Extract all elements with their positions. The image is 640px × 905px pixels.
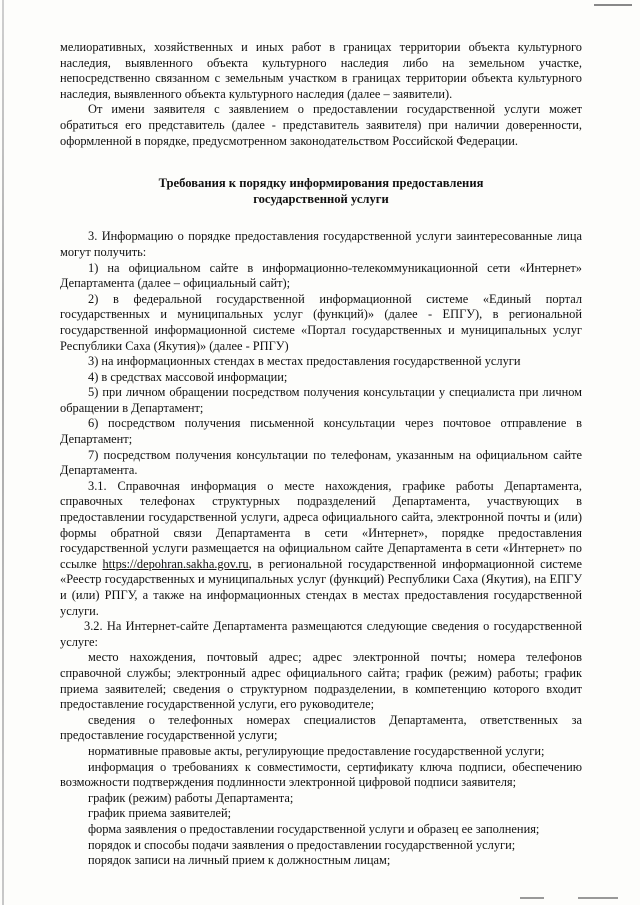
list-item: порядок и способы подачи заявления о предоставлении государственной услуги;: [88, 837, 516, 852]
scan-bottom-mark: [520, 897, 544, 899]
paragraph: 3.2. На Интернет-сайте Департамента размещаются следующие сведения о государственной услуге:: [60, 619, 582, 649]
department-website-link[interactable]: https://depohran.sakha.gov.ru: [102, 556, 249, 571]
list-item: 6) посредством получения письменной консультации через почтовое отправление в Департамент;: [60, 416, 582, 447]
list-item: график приема заявителей;: [88, 806, 232, 821]
section-title-line: Требования к порядку информирования предоставления: [158, 176, 484, 191]
paragraph: От имени заявителя с заявлением о предоставлении государственной услуги может обратиться его представитель (далее - представитель заявителя) при наличии доверенности, оформленной в порядке, предусмотренном законодательством Российской Федерации.: [60, 102, 582, 148]
list-item: форма заявления о предоставлении государственной услуги и образец ее заполнения;: [88, 821, 540, 836]
paragraph-text: 3.1. Справочная информация о месте нахождения, графике работы Департамента, справочных телефонах структурных подразделений Департамента, участвующих в предоставлении государственной услуги, адреса официального сайта, электронной почты и (или) формы обратной связи Департамента в сети «Интернет», порядке предоставления государственной услуги размещается на официальном сайте Департамента в сети «Интернет» по ссылке: [60, 478, 582, 571]
document-page: [60, 40, 582, 869]
list-item: 4) в средствах массовой информации;: [88, 369, 288, 384]
list-item: сведения о телефонных номерах специалистов Департамента, ответственных за предоставление государственной услуги;: [60, 712, 582, 743]
list-item: 7) посредством получения консультации по телефонам, указанным на официальном сайте Департамента.: [60, 447, 582, 478]
paragraph: мелиоративных, хозяйственных и иных работ в границах территории объекта культурного наследия, выявленного объекта культурного наследия либо на земельном участке, непосредственно связанном с земельным участком в границах территории объекта культурного наследия, выявленного объекта культурного наследия (далее – заявители).: [60, 40, 582, 101]
paragraph-3-1: [60, 479, 582, 619]
section-title-line: государственной услуги: [253, 191, 389, 206]
section-title: [60, 176, 582, 207]
scan-bottom-mark: [578, 897, 618, 899]
list-item: 1) на официальном сайте в информационно-телекоммуникационной сети «Интернет» Департамента (далее – официальный сайт);: [60, 260, 582, 291]
paragraph-text: , в региональной государственной информационной системе «Реестр государственных и муниципальных услуг (функций) Республики Саха (Якутия), на ЕПГУ и (или) РПГУ, а также на информационных стендах в местах предоставления государственной услуги.: [60, 556, 582, 618]
paragraph: 3. Информацию о порядке предоставления государственной услуги заинтересованные лица могут получить:: [60, 229, 582, 259]
list-item: место нахождения, почтовый адрес; адрес электронной почты; номера телефонов справочной службы; электронный адрес официального сайта; график (режим) работы; график приема заявителей; сведения о структурном подразделении, в компетенцию которого входит предоставление государственной услуги, его руководителе;: [60, 650, 582, 712]
list-item: информация о требованиях к совместимости, сертификату ключа подписи, обеспечению возможности подтверждения подлинности электронной цифровой подписи заявителя;: [60, 759, 582, 790]
list-item: 2) в федеральной государственной информационной системе «Единый портал государственных и муниципальных услуг (функций)» (далее - ЕПГУ), в региональной государственной информационной системе «Портал государственных и муниципальных услуг Республики Саха (Якутия)» (далее - РПГУ): [60, 291, 582, 353]
scan-top-mark: [594, 4, 632, 6]
scan-left-edge: [2, 0, 4, 905]
list-item: 5) при личном обращении посредством получения консультации у специалиста при личном обращении в Департамент;: [60, 385, 582, 415]
list-item: порядок записи на личный прием к должностным лицам;: [88, 853, 391, 868]
list-item: график (режим) работы Департамента;: [88, 790, 294, 805]
list-item: нормативные правовые акты, регулирующие предоставление государственной услуги;: [88, 743, 545, 758]
list-item: 3) на информационных стендах в местах предоставления государственной услуги: [88, 354, 521, 369]
